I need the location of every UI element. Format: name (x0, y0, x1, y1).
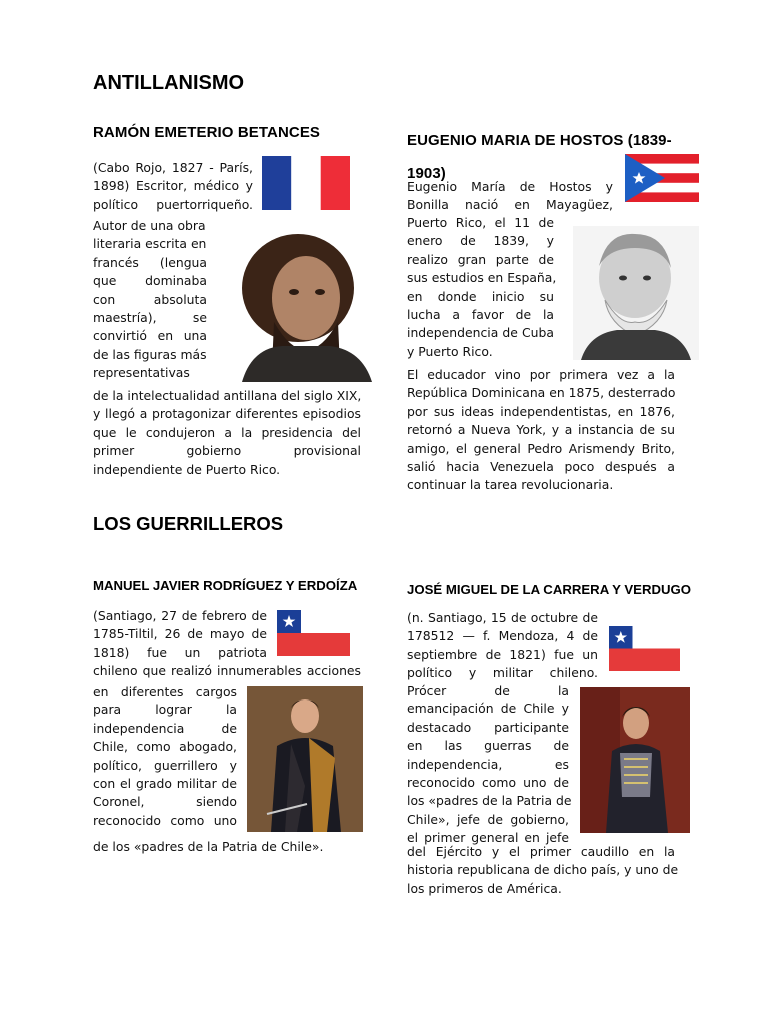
text-line: por sus ideas independentistas, en 1876, (407, 403, 675, 419)
text-line: y Puerto Rico. (407, 343, 493, 359)
text-line: Autor de una obra (93, 218, 206, 233)
betances-text-full (93, 387, 361, 479)
section-heading-antillanismo: ANTILLANISMO (93, 72, 245, 94)
text-line: independencia de (93, 720, 237, 736)
text-line: destacado participante (407, 719, 569, 735)
text-line: que le condujeron a la presidencia del (93, 424, 361, 440)
carrera-portrait (580, 687, 690, 833)
text-line: Bonilla nació en Mayagüez, (407, 197, 613, 213)
flag-france-image (262, 156, 350, 210)
text-line: el primer general en jefe (407, 830, 569, 846)
flag-puerto-rico-image (625, 154, 699, 202)
text-line: (Santiago, 27 de febrero de (93, 608, 267, 623)
rodriguez-portrait (247, 686, 363, 832)
hostos-title-line: EUGENIO MARIA DE HOSTOS (1839- (407, 132, 672, 149)
text-line: (Cabo Rojo, 1827 - París, (93, 160, 253, 175)
hostos-text-wrap (407, 214, 557, 361)
text-line: los «padres de la Patria de (407, 793, 572, 809)
text-line: político puertorriqueño. (93, 196, 253, 212)
hostos-text-top (407, 178, 613, 215)
text-line: maestría), se (93, 310, 207, 326)
text-line: y llegó a protagonizar diferentes episodios (93, 406, 361, 422)
text-line: independiente de Puerto Rico. (93, 461, 281, 477)
text-line: de la intelectualidad antillana del siglo XIX, (93, 388, 362, 403)
flag-chile-image (277, 610, 350, 656)
text-line: en las guerras de (407, 738, 569, 754)
text-line: Chile», jefe de gobierno, (407, 811, 569, 827)
hostos-title-line: 1903) (407, 165, 446, 182)
hostos-portrait (573, 226, 699, 360)
text-line: lucha a favor de la (407, 307, 554, 323)
text-line: reconocido como uno de (407, 775, 569, 791)
betances-title: RAMÓN EMETERIO BETANCES (93, 124, 321, 141)
carrera-title: JOSÉ MIGUEL DE LA CARRERA Y VERDUGO (407, 582, 692, 597)
text-line: continuar la tarea revolucionaria. (407, 477, 614, 493)
text-line: enero de 1839, y (407, 233, 554, 249)
betances-text-wrap (93, 217, 207, 383)
text-line: reconocido como uno (93, 812, 237, 828)
text-line: realizo gran parte de (407, 251, 554, 267)
text-line: (n. Santiago, 15 de octubre de (407, 610, 598, 625)
text-line: los primeros de América. (407, 880, 562, 896)
text-line: en donde inicio su (407, 288, 554, 304)
text-line: Coronel, siendo (93, 794, 237, 810)
text-line: convirtió en una (93, 328, 207, 344)
text-line: República Dominicana en 1875, desterrado (407, 385, 676, 401)
text-line: emancipación de Chile y (407, 701, 569, 717)
text-line: amigo, el general Pedro Arismendy Brito, (407, 440, 675, 456)
text-line: que dominaba (93, 273, 207, 289)
text-line: 1785-Tiltil, 26 de mayo de (93, 626, 267, 642)
text-line: Chile, como abogado, (93, 739, 237, 755)
rodriguez-text-top (93, 607, 267, 662)
rodriguez-text-full (93, 662, 361, 680)
text-line: 178512 — f. Mendoza, 4 de (407, 628, 598, 644)
text-line: francés (lengua (93, 254, 207, 270)
text-line: primer gobierno provisional (93, 443, 361, 459)
carrera-text-full (407, 843, 679, 898)
rodriguez-title: MANUEL JAVIER RODRÍGUEZ Y ERDOÍZA (93, 578, 358, 593)
rodriguez-text-wrap (93, 683, 237, 830)
text-line: para lograr la (93, 702, 237, 718)
section-heading-guerrilleros: LOS GUERRILLEROS (93, 513, 284, 534)
text-line: representativas (93, 365, 190, 381)
text-line: retornó a Nueva York, y a instancia de su (407, 422, 675, 438)
betances-portrait (222, 218, 374, 382)
text-line: Prócer de la (407, 683, 569, 698)
text-line: historia republicana de dicho país, y uno de (407, 862, 679, 878)
text-line: del Ejército y el primer caudillo en la (407, 844, 675, 859)
text-line: 1898) Escritor, médico y (93, 178, 253, 194)
text-line: salió hacia Venezuela poco después a (407, 459, 675, 475)
text-line: independencia de Cuba (407, 325, 554, 341)
hostos-text-para2 (407, 366, 675, 495)
flag-chile-image (609, 626, 680, 671)
text-line: independencia, es (407, 756, 569, 772)
betances-text-narrow (93, 159, 253, 214)
text-line: sus estudios en España, (407, 270, 557, 286)
text-line: Eugenio María de Hostos y (407, 179, 613, 194)
text-line: Puerto Rico, el 11 de (407, 215, 554, 230)
text-line: septiembre de 1821) fue un (407, 646, 598, 662)
text-line: de los «padres de la Patria de Chile». (93, 839, 324, 854)
text-line: literaria escrita en (93, 236, 207, 252)
text-line: político y militar chileno. (407, 665, 598, 681)
text-line: político, guerrillero y (93, 757, 237, 773)
text-line: 1818) fue un patriota (93, 644, 267, 660)
text-line: en diferentes cargos (93, 684, 237, 699)
text-line: chileno que realizó innumerables acciones (93, 663, 361, 678)
text-line: con absoluta (93, 291, 207, 307)
text-line: El educador vino por primera vez a la (407, 367, 675, 382)
text-line: de las figuras más (93, 346, 207, 362)
rodriguez-text-last (93, 838, 361, 856)
carrera-text-top (407, 609, 598, 683)
text-line: con el grado militar de (93, 776, 237, 792)
carrera-text-wrap (407, 682, 572, 848)
